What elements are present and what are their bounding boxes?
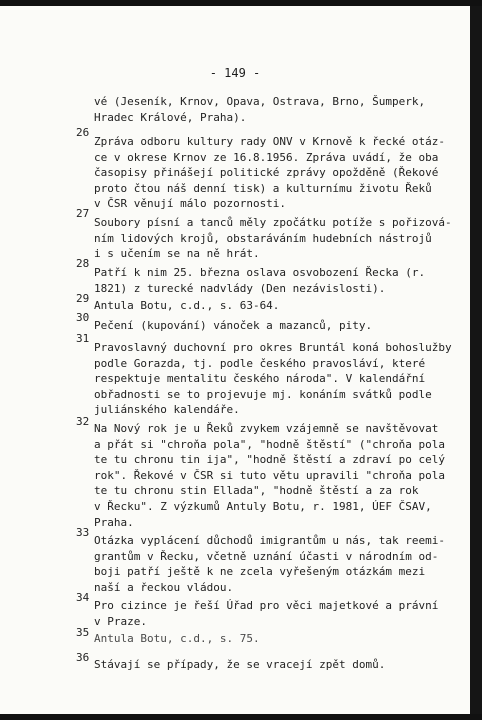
note-line: Soubory písní a tanců měly zpočátku potíže s pořizová- <box>94 216 452 229</box>
footnote-number-27: 27 <box>76 207 90 220</box>
note-line: te tu chronu tin ija", "hodně štěstí a zdraví po celý <box>94 453 445 467</box>
note-line: grantům v Řecku, včetně uznání účasti v národním od- <box>94 549 439 563</box>
footnote-30 <box>94 318 454 334</box>
note-line: Hradec Králové, Praha). <box>94 110 247 124</box>
footnote-33 <box>94 533 454 595</box>
footnote-number-34: 34 <box>76 591 90 604</box>
note-line: obřadnosti se to projevuje mj. konáním svátků podle <box>94 387 432 401</box>
page-number: - 149 - <box>209 66 261 80</box>
footnote-number-28: 28 <box>76 257 90 270</box>
scan-border-top <box>0 0 482 6</box>
footnote-number-30: 30 <box>76 311 90 324</box>
footnote-31 <box>94 340 454 418</box>
note-line: Antula Botu, c.d., s. 75. <box>94 632 260 645</box>
note-line: Praha. <box>94 515 134 529</box>
scan-border-bottom <box>0 714 482 720</box>
footnote-34 <box>94 598 454 629</box>
footnote-number-26: 26 <box>76 126 90 139</box>
footnote-36 <box>94 657 454 673</box>
note-line: Otázka vyplácení důchodů imigrantům u nás, tak reemi- <box>94 534 445 547</box>
footnote-number-31: 31 <box>76 332 90 345</box>
footnote-number-29: 29 <box>76 292 90 305</box>
note-line: Antula Botu, c.d., s. 63-64. <box>94 299 280 312</box>
note-line: ním lidových krojů, obstaráváním hudebních nástrojů <box>94 231 432 245</box>
note-line: časopisy přinášejí politické zprávy opožděně (Řekové <box>94 166 439 180</box>
note-line: v Praze. <box>94 614 147 628</box>
note-line: proto čtou náš denní tisk) a kulturnímu životu Řeků <box>94 181 432 195</box>
note-line: a přát si "chroňa pola", "hodně štěstí" ("chroňa pola <box>94 437 445 451</box>
note-line: te tu chronu stin Ellada", "hodně štěstí a za rok <box>94 484 419 498</box>
note-continuation <box>94 94 454 125</box>
note-line: vé (Jeseník, Krnov, Opava, Ostrava, Brno, Šumperk, <box>94 95 426 108</box>
note-line: v Řecku". Z výzkumů Antuly Botu, r. 1981, ÚEF ČSAV, <box>94 499 432 513</box>
footnote-number-32: 32 <box>76 415 90 428</box>
footnote-27 <box>94 215 454 262</box>
footnote-28 <box>94 265 454 296</box>
footnote-32 <box>94 421 454 530</box>
footnote-29 <box>94 298 454 314</box>
note-line: 1821) z turecké nadvlády (Den nezávislosti). <box>94 281 386 295</box>
note-line: Stávají se případy, že se vracejí zpět domů. <box>94 658 386 671</box>
note-line: juliánského kalendáře. <box>94 403 240 417</box>
note-line: i s učením se na ně hrát. <box>94 247 260 261</box>
footnote-number-33: 33 <box>76 526 90 539</box>
footnote-number-36: 36 <box>76 651 90 664</box>
footnote-35 <box>94 631 454 647</box>
footnote-number-35: 35 <box>76 626 90 639</box>
note-line: Zpráva odboru kultury rady ONV v Krnově k řecké otáz- <box>94 135 445 148</box>
note-line: Pečení (kupování) vánoček a mazanců, pity. <box>94 319 373 332</box>
note-line: Na Nový rok je u Řeků zvykem vzájemně se navštěvovat <box>94 422 439 435</box>
note-line: podle Gorazda, tj. podle českého pravosláví, které <box>94 356 426 370</box>
note-line: rok". Řekové v ČSR si tuto větu upravili "chroňa pola <box>94 468 445 482</box>
note-line: v ČSR věnují málo pozornosti. <box>94 197 287 211</box>
note-line: respektuje mentalitu českého národa". V kalendářní <box>94 372 426 386</box>
note-line: naší a řeckou vládou. <box>94 580 234 594</box>
note-line: Patří k nim 25. března oslava osvobození Řecka (r. <box>94 266 426 279</box>
scan-border-right <box>470 0 482 720</box>
note-line: Pravoslavný duchovní pro okres Bruntál koná bohoslužby <box>94 341 452 354</box>
note-line: ce v okrese Krnov ze 16.8.1956. Zpráva uvádí, že oba <box>94 150 439 164</box>
note-line: boji patří ještě k ne zcela vyřešeným otázkám mezi <box>94 565 426 579</box>
footnote-26 <box>94 134 454 212</box>
note-line: Pro cizince je řeší Úřad pro věci majetkové a právní <box>94 599 439 612</box>
